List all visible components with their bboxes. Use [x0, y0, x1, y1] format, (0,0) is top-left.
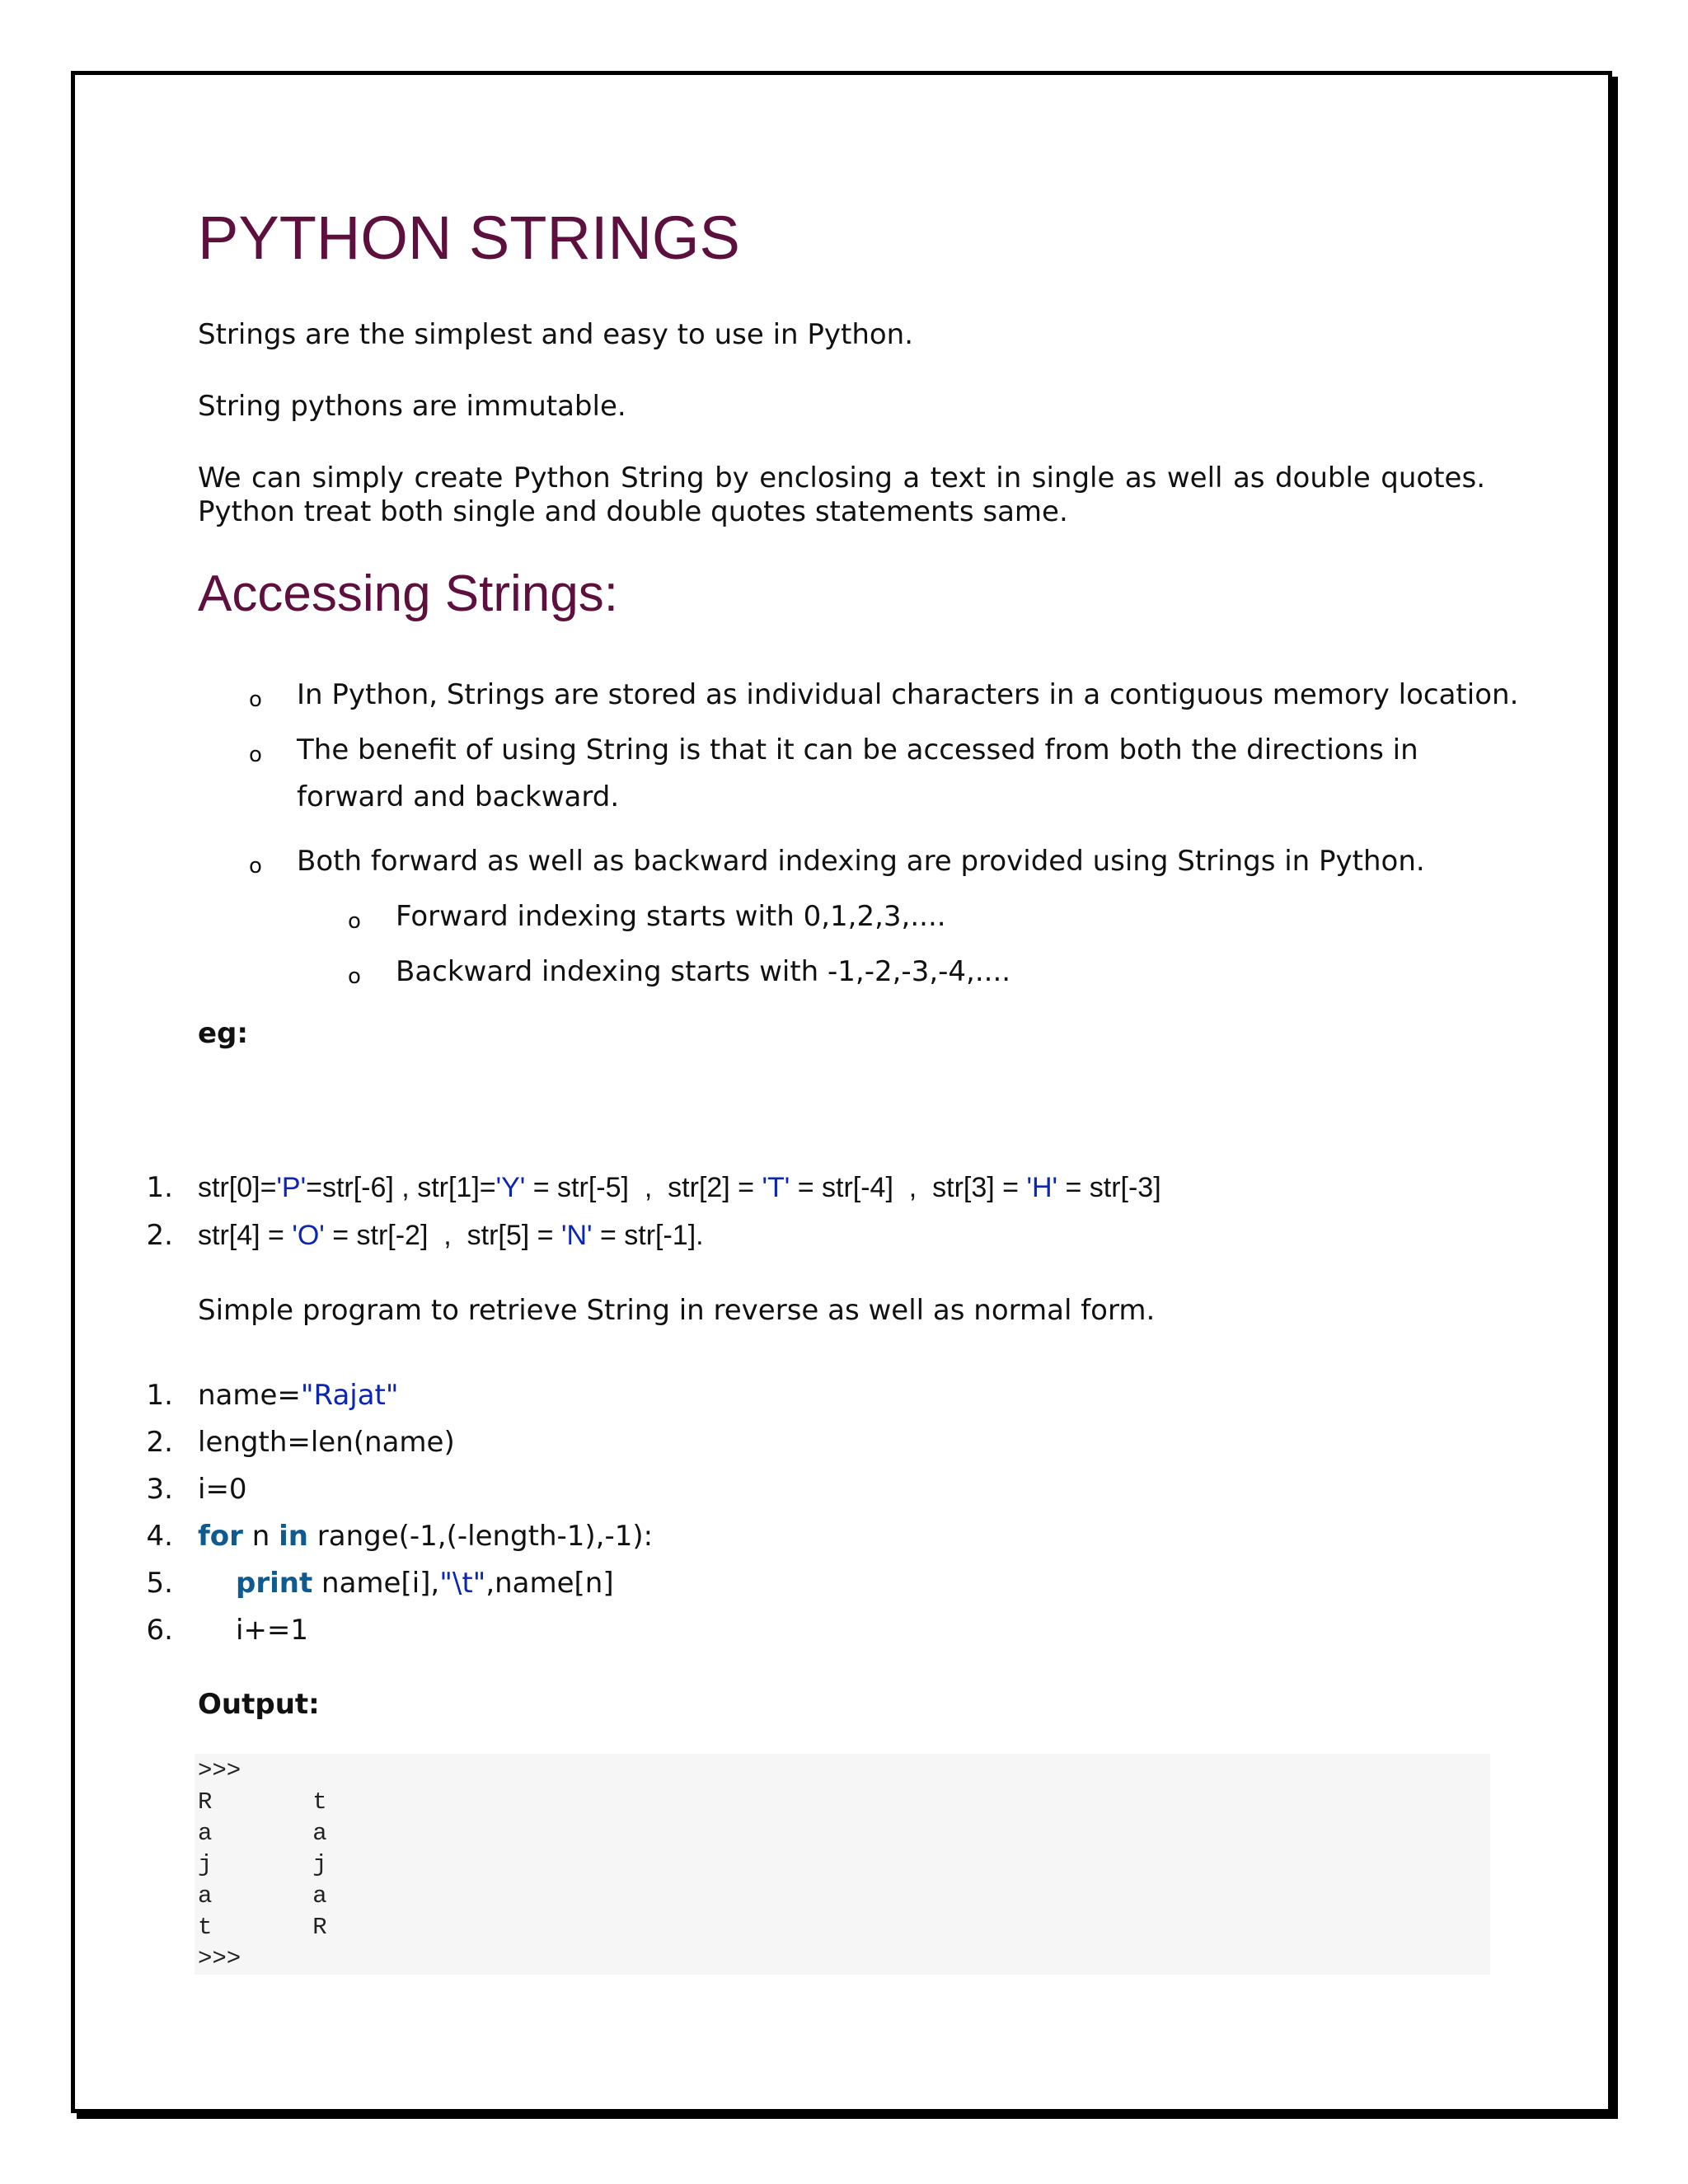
- program-line-3: i=0: [198, 1473, 247, 1506]
- intro-paragraph-3: We can simply create Python String by enclosing a text in single as well as double quotes. Python treat both single and double quotes statements same.: [198, 462, 1485, 528]
- bullet-marker: o: [249, 687, 262, 712]
- sub-bullet-item-1: Forward indexing starts with 0,1,2,3,....: [396, 900, 946, 933]
- sub-bullet-item-2: Backward indexing starts with -1,-2,-3,-4,....: [396, 955, 1011, 988]
- example-line-2: str[4] = 'O' = str[-2] , str[5] = 'N' = str[-1].: [198, 1220, 704, 1251]
- example-label: eg:: [198, 1017, 248, 1050]
- sub-bullet-marker: o: [348, 909, 361, 934]
- output-label: Output:: [198, 1688, 320, 1721]
- line-number: 1.: [146, 1379, 173, 1412]
- intro-paragraph-2: String pythons are immutable.: [198, 390, 626, 423]
- line-number: 1.: [146, 1171, 173, 1204]
- sub-bullet-marker: o: [348, 964, 361, 989]
- bullet-item-2: The benefit of using String is that it can be accessed from both the directions in forward and backward.: [297, 733, 1418, 813]
- bullet-marker: o: [249, 854, 262, 879]
- program-line-1: name="Rajat": [198, 1379, 399, 1412]
- program-line-2: length=len(name): [198, 1426, 455, 1459]
- program-line-6: i+=1: [236, 1614, 309, 1647]
- page-title: PYTHON STRINGS: [198, 204, 740, 272]
- bullet-item-1: In Python, Strings are stored as individual characters in a contiguous memory location.: [297, 678, 1519, 711]
- line-number: 6.: [146, 1614, 173, 1647]
- section-heading: Accessing Strings:: [198, 565, 618, 622]
- line-number: 4.: [146, 1520, 173, 1553]
- line-number: 5.: [146, 1567, 173, 1600]
- output-console: [195, 1754, 1490, 1975]
- line-number: 2.: [146, 1219, 173, 1252]
- output-line: a a: [198, 1882, 327, 1910]
- output-line: >>>: [198, 1757, 241, 1784]
- intro-paragraph-1: Strings are the simplest and easy to use in Python.: [198, 318, 914, 351]
- program-line-5: print name[i],"\t",name[n]: [236, 1567, 614, 1600]
- bullet-marker: o: [249, 743, 262, 767]
- example-line-1: str[0]='P'=str[-6] , str[1]='Y' = str[-5] , str[2] = 'T' = str[-4] , str[3] = 'H' = str[-3]: [198, 1172, 1161, 1203]
- output-line: t R: [198, 1914, 327, 1941]
- program-line-4: for n in range(-1,(-length-1),-1):: [198, 1520, 654, 1553]
- output-line: >>>: [198, 1945, 241, 1972]
- line-number: 2.: [146, 1426, 173, 1459]
- output-line: j j: [198, 1851, 327, 1878]
- output-line: R t: [198, 1788, 327, 1816]
- line-number: 3.: [146, 1473, 173, 1506]
- bullet-item-3: Both forward as well as backward indexing are provided using Strings in Python.: [297, 845, 1425, 878]
- output-line: a a: [198, 1820, 327, 1847]
- program-intro: Simple program to retrieve String in reverse as well as normal form.: [198, 1294, 1156, 1327]
